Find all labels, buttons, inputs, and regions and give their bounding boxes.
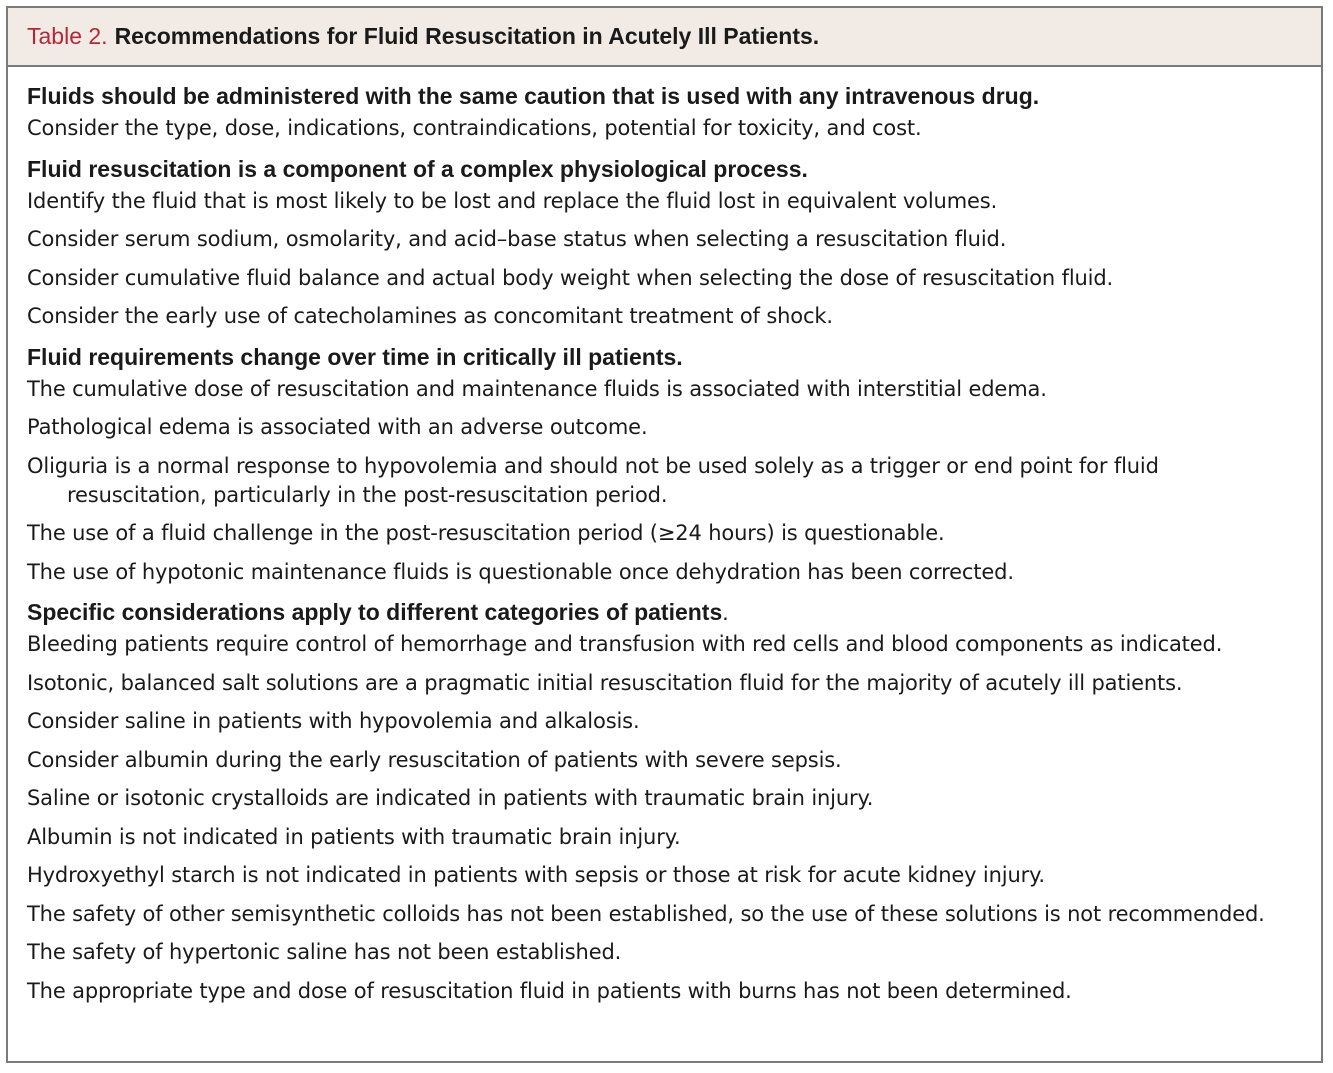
table-label: Table 2. [27,23,108,49]
section-heading: Specific considerations apply to different categories of patients. [27,599,729,625]
table-header [8,8,1321,67]
recommendation-item: Hydroxyethyl starch is not indicated in patients with sepsis or those at risk for acute kidney injury. [27,863,1045,887]
section-specific-considerations [27,596,1303,1006]
recommendation-item: Oliguria is a normal response to hypovolemia and should not be used solely as a trigger or end point for fluid resuscitation, particularly in the post-resuscitation period. [27,453,1159,507]
section-heading: Fluid requirements change over time in critically ill patients. [27,343,683,370]
section-complex-process [27,153,1303,332]
recommendation-item: The safety of other semisynthetic colloids has not been established, so the use of these solutions is not recommended. [27,901,1265,926]
recommendation-item: The use of a fluid challenge in the post-resuscitation period (≥24 hours) is questionable. [27,521,945,545]
recommendation-item: Consider the type, dose, indications, contraindications, potential for toxicity, and cost. [27,116,922,140]
table-body [8,67,1321,1006]
recommendation-item: Identify the fluid that is most likely to be lost and replace the fluid lost in equivalent volumes. [27,188,998,213]
recommendations-table [6,6,1323,1063]
recommendation-item: Consider cumulative fluid balance and actual body weight when selecting the dose of resuscitation fluid. [27,265,1114,290]
recommendation-item: Consider serum sodium, osmolarity, and acid–base status when selecting a resuscitation fluid. [27,227,1007,251]
recommendation-item: Saline or isotonic crystalloids are indicated in patients with traumatic brain injury. [27,786,874,810]
table-title: Recommendations for Fluid Resuscitation in Acutely Ill Patients. [114,23,820,49]
recommendation-item: Consider saline in patients with hypovolemia and alkalosis. [27,709,640,733]
section-fluids-caution [27,80,1303,143]
recommendation-item: Albumin is not indicated in patients with traumatic brain injury. [27,824,681,849]
recommendation-item: Isotonic, balanced salt solutions are a pragmatic initial resuscitation fluid for the majority of acutely ill patients. [27,670,1183,695]
recommendation-item: Bleeding patients require control of hemorrhage and transfusion with red cells and blood components as indicated. [27,632,1223,656]
recommendation-item: Pathological edema is associated with an adverse outcome. [27,415,648,439]
recommendation-item: The safety of hypertonic saline has not been established. [27,940,622,964]
recommendation-item: Consider the early use of catecholamines as concomitant treatment of shock. [27,304,833,328]
recommendation-item: Consider albumin during the early resuscitation of patients with severe sepsis. [27,747,842,772]
recommendation-item: The appropriate type and dose of resuscitation fluid in patients with burns has not been determined. [27,978,1072,1003]
section-heading: Fluid resuscitation is a component of a complex physiological process. [27,155,808,182]
section-requirements-change [27,341,1303,587]
recommendation-item: The cumulative dose of resuscitation and maintenance fluids is associated with interstitial edema. [27,376,1047,401]
recommendation-item: The use of hypotonic maintenance fluids is questionable once dehydration has been corrected. [27,559,1014,584]
section-heading: Fluids should be administered with the same caution that is used with any intravenous drug. [27,83,1040,109]
